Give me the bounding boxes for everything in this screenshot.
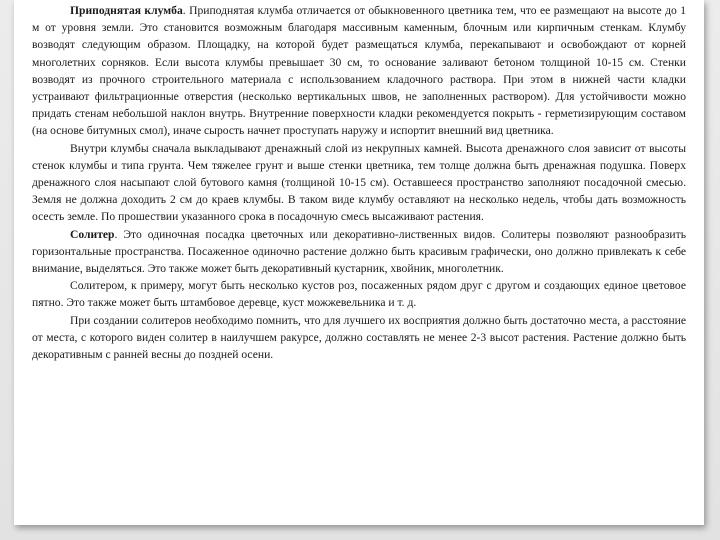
paragraph-drainage xyxy=(32,140,686,226)
document-page xyxy=(14,0,704,525)
document-body xyxy=(32,2,686,363)
paragraph-text: . Это одиночная посадка цветочных или декоративно-лиственных видов. Солитеры позволяют разнообразить горизонтальные пространства. Посаженное одиночно растение должно быть красивым графически, оно должно привлекать к себе внимание, выделяться. Это также может быть декоративный кустарник, хвойник, многолетник. xyxy=(32,227,686,276)
paragraph-text: Внутри клумбы сначала выкладывают дренажный слой из некрупных камней. Высота дренажного слоя зависит от высоты стенок клумбы и типа грунта. Чем тяжелее грунт и выше стенки цветника, тем толще должна быть дренажная подушка. Поверх дренажного слоя насыпают слой бутового камня (толщиной 10-15 см). Оставшееся пространство заполняют посадочной смесью. Земля не должна доходить 2 см до краев клумбы. В таком виде клумбу оставляют на несколько недель, чтобы дать возможность осесть земле. По прошествии указанного срока в посадочную смесь высаживают растения. xyxy=(32,141,686,224)
paragraph-text: Солитером, к примеру, могут быть несколько кустов роз, посаженных рядом друг с другом и создающих единое цветовое пятно. Это также может быть штамбовое деревце, куст можжевельника и т. д. xyxy=(32,279,686,310)
paragraph-text: . Приподнятая клумба отличается от обыкновенного цветника тем, что ее размещают на высоте до 1 м от уровня земли. Это становится возможным благодаря массивным каменным, блочным или кирпичным стенкам. Клумбу возводят следующим образом. Площадку, на которой будет размещаться клумба, перекапывают и освобождают от корней многолетних сорняков. Если высота клумбы превышает 30 см, то основание заливают бетоном толщиной 10-15 см. Стенки возводят из прочного строительного материала с использованием кладочного раствора. При этом в нижней части кладки устраивают фильтрационные отверстия (несколько вертикальных швов, не заполненных раствором). Для устойчивости можно придать стенам небольшой наклон внутрь. Внутренние поверхности кладки рекомендуется покрыть - герметизирующим составом (на основе битумных смол), иначе сырость начнет проступать наружу и испортит внешний вид цветника. xyxy=(32,4,686,138)
paragraph-text: При создании солитеров необходимо помнить, что для лучшего их восприятия должно быть достаточно места, а расстояние от места, с которого виден солитер в наилучшем ракурсе, должно составлять не менее 2-3 высот растения. Растение должно быть декоративным с ранней весны до поздней осени. xyxy=(32,313,686,362)
term-soliter: Солитер xyxy=(70,227,115,241)
paragraph-soliter-examples xyxy=(32,277,686,311)
paragraph-soliter-placement xyxy=(32,312,686,364)
term-raised-bed: Приподнятая клумба xyxy=(70,4,183,17)
paragraph-soliter xyxy=(32,226,686,278)
paragraph-raised-bed xyxy=(32,2,686,140)
